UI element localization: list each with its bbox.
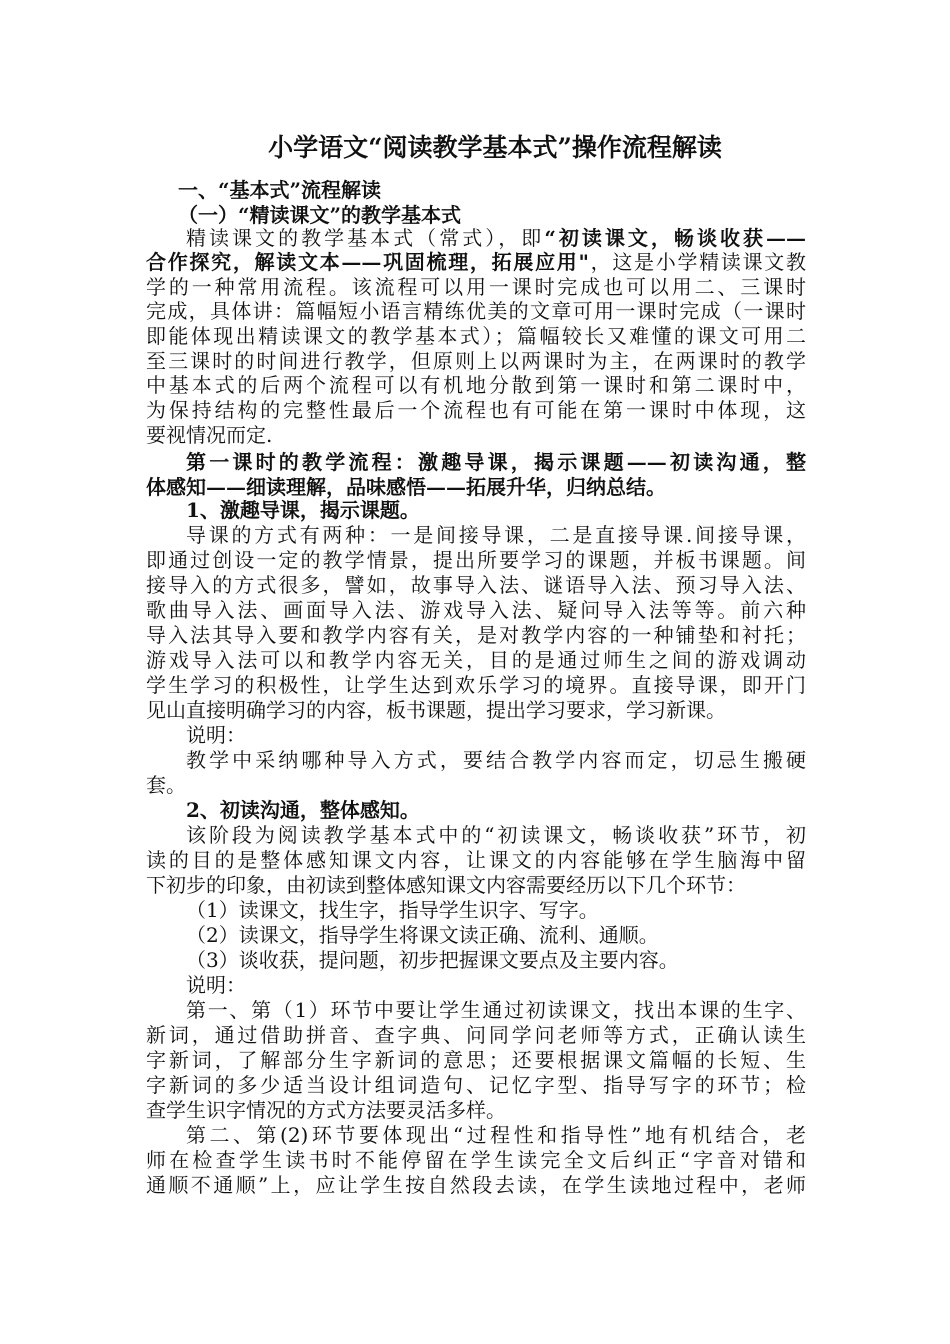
note-label: 说明： bbox=[186, 723, 246, 747]
step-item: （1）读课文，找生字，指导学生识字、写字。 bbox=[186, 898, 599, 922]
paragraph-line: 中基本式的后两个流程可以有机地分散到第一课时和第二课时中， bbox=[146, 373, 806, 397]
document-title: 小学语文“阅读教学基本式”操作流程解读 bbox=[268, 133, 722, 162]
paragraph-line: 该阶段为阅读教学基本式中的“初读课文，畅谈收获”环节，初 bbox=[186, 823, 806, 847]
paragraph-line: 游戏导入法可以和教学内容无关，目的是通过师生之间的游戏调动 bbox=[146, 648, 806, 672]
paragraph-line: 学的一种常用流程。该流程可以用一课时完成也可以用二、三课时 bbox=[146, 275, 806, 299]
paragraph-line: 字新词的多少适当设计组词造句、记忆字型、指导写字的环节；检 bbox=[146, 1073, 806, 1097]
paragraph-line: 至三课时的时间进行教学，但原则上以两课时为主，在两课时的教学 bbox=[146, 349, 806, 373]
paragraph-line: 导课的方式有两种：一是间接导课，二是直接导课.间接导课， bbox=[186, 523, 806, 547]
section-2-heading: 2、初读沟通，整体感知。 bbox=[186, 798, 420, 822]
paragraph-line: 歌曲导入法、画面导入法、游戏导入法、疑问导入法等等。前六种 bbox=[146, 598, 806, 622]
step-item: （3）谈收获，提问题，初步把握课文要点及主要内容。 bbox=[186, 948, 679, 972]
paragraph-line: 要视情况而定. bbox=[146, 423, 273, 447]
paragraph-line: 师在检查学生读书时不能停留在学生读完全文后纠正“字音对错和 bbox=[146, 1148, 806, 1172]
subsection-heading: （一）“精读课文”的教学基本式 bbox=[178, 203, 462, 227]
paragraph-line: 为保持结构的完整性最后一个流程也有可能在第一课时中体现，这 bbox=[146, 398, 806, 422]
paragraph-line: 新词，通过借助拼音、查字典、问同学问老师等方式，正确认读生 bbox=[146, 1023, 806, 1047]
paragraph-line: 即通过创设一定的教学情景，提出所要学习的课题，并板书课题。间 bbox=[146, 548, 806, 572]
paragraph-line bbox=[146, 250, 806, 274]
paragraph-line: 第二、第(2)环节要体现出“过程性和指导性”地有机结合，老 bbox=[186, 1123, 806, 1147]
emphasis-text: “初读课文，畅谈收获—— bbox=[544, 226, 807, 250]
paragraph-line: 第一、第（1）环节中要让学生通过初读课文，找出本课的生字、 bbox=[186, 998, 806, 1022]
step-item: （2）读课文，指导学生将课文读正确、流利、通顺。 bbox=[186, 923, 659, 947]
paragraph-line: 套。 bbox=[146, 773, 186, 797]
paragraph-line: 读的目的是整体感知课文内容，让课文的内容能够在学生脑海中留 bbox=[146, 848, 806, 872]
section-heading: 一、“基本式”流程解读 bbox=[178, 178, 382, 202]
paragraph-line bbox=[186, 226, 806, 250]
paragraph-line: 接导入的方式很多，譬如，故事导入法、谜语导入法、预习导入法、 bbox=[146, 573, 806, 597]
paragraph-line: 导入法其导入要和教学内容有关，是对教学内容的一种铺垫和衬托； bbox=[146, 623, 806, 647]
emphasis-text: 合作探究，解读文本——巩固梳理，拓展应用" bbox=[146, 250, 589, 274]
paragraph-line: 下初步的印象，由初读到整体感知课文内容需要经历以下几个环节： bbox=[146, 873, 746, 897]
flow-line: 第一课时的教学流程：激趣导课，揭示课题——初读沟通，整 bbox=[186, 450, 806, 474]
paragraph-line: 见山直接明确学习的内容，板书课题，提出学习要求，学习新课。 bbox=[146, 698, 726, 722]
paragraph-line: 完成，具体讲：篇幅短小语言精练优美的文章可用一课时完成（一课时 bbox=[146, 299, 806, 323]
text-run: 精读课文的教学基本式（常式），即 bbox=[186, 226, 545, 250]
text-run: ，这是小学精读课文教 bbox=[588, 250, 807, 274]
text-run bbox=[186, 226, 806, 250]
paragraph-line: 字新词，了解部分生字新词的意思；还要根据课文篇幅的长短、生 bbox=[146, 1048, 806, 1072]
flow-line: 体感知——细读理解，品味感悟——拓展升华，归纳总结。 bbox=[146, 475, 666, 499]
section-1-heading: 1、激趣导课，揭示课题。 bbox=[186, 498, 420, 522]
note-label: 说明： bbox=[186, 973, 246, 997]
paragraph-line: 学生学习的积极性，让学生达到欢乐学习的境界。直接导课，即开门 bbox=[146, 673, 806, 697]
paragraph-line: 教学中采纳哪种导入方式，要结合教学内容而定，切忌生搬硬 bbox=[186, 748, 806, 772]
paragraph-line: 查学生识字情况的方式方法要灵活多样。 bbox=[146, 1098, 506, 1122]
paragraph-line: 通顺不通顺”上，应让学生按自然段去读，在学生读地过程中，老师 bbox=[146, 1173, 806, 1197]
paragraph-line: 即能体现出精读课文的教学基本式）；篇幅较长又难懂的课文可用二 bbox=[146, 324, 806, 348]
